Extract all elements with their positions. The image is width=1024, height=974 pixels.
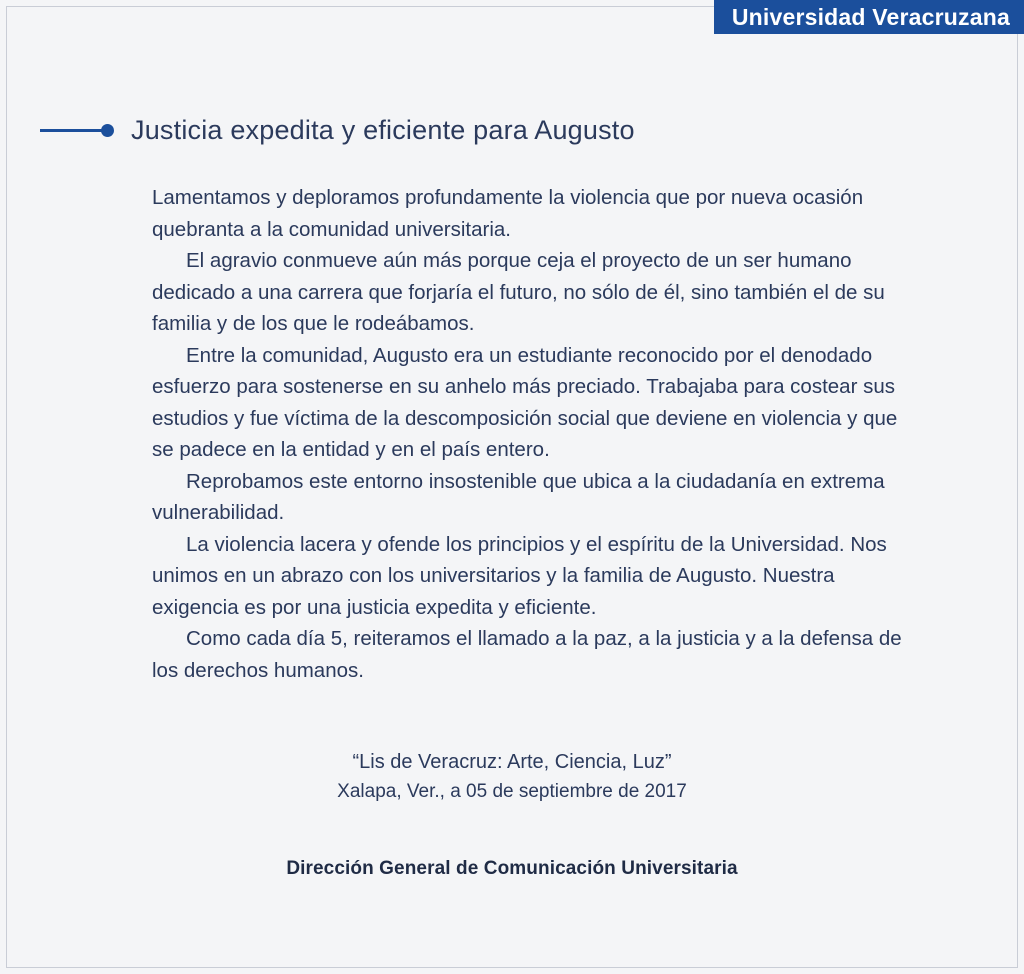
paragraph: La violencia lacera y ofende los principios y el espíritu de la Universidad. Nos unimos en un abrazo con los universitarios y la familia de Augusto. Nuestra exigencia es por una justicia expedita y eficiente. bbox=[152, 532, 887, 619]
paragraph: Reprobamos este entorno insostenible que ubica a la ciudadanía en extrema vulnerabilidad. bbox=[152, 469, 885, 524]
signature-block bbox=[0, 748, 1024, 806]
issuing-department: Dirección General de Comunicación Universitaria bbox=[286, 858, 738, 879]
page-title: Justicia expedita y eficiente para Augusto bbox=[131, 114, 635, 145]
statement-body bbox=[152, 182, 904, 686]
institution-motto: “Lis de Veracruz: Arte, Ciencia, Luz” bbox=[352, 751, 672, 773]
paragraph: Lamentamos y deploramos profundamente la violencia que por nueva ocasión quebranta a la comunidad universitaria. bbox=[152, 186, 864, 241]
title-row bbox=[40, 110, 635, 150]
institution-header-bar bbox=[714, 0, 1024, 34]
paragraph: El agravio conmueve aún más porque ceja el proyecto de un ser humano dedicado a una carrera que forjaría el futuro, no sólo de él, sino también el de su familia y de los que le rodeábamos. bbox=[152, 249, 885, 335]
title-rule-decoration bbox=[40, 129, 102, 132]
paragraph: Entre la comunidad, Augusto era un estudiante reconocido por el denodado esfuerzo para sostenerse en su anhelo más preciado. Trabajaba para costear sus estudios y fue víctima de la descomposición social que deviene en violencia y que se padece en la entidad y en el país entero. bbox=[152, 343, 898, 461]
place-and-date: Xalapa, Ver., a 05 de septiembre de 2017 bbox=[337, 781, 687, 802]
title-dot-decoration bbox=[101, 124, 114, 137]
institution-name: Universidad Veracruzana bbox=[731, 3, 1010, 30]
paragraph: Como cada día 5, reiteramos el llamado a la paz, a la justicia y a la defensa de los derechos humanos. bbox=[152, 627, 902, 682]
